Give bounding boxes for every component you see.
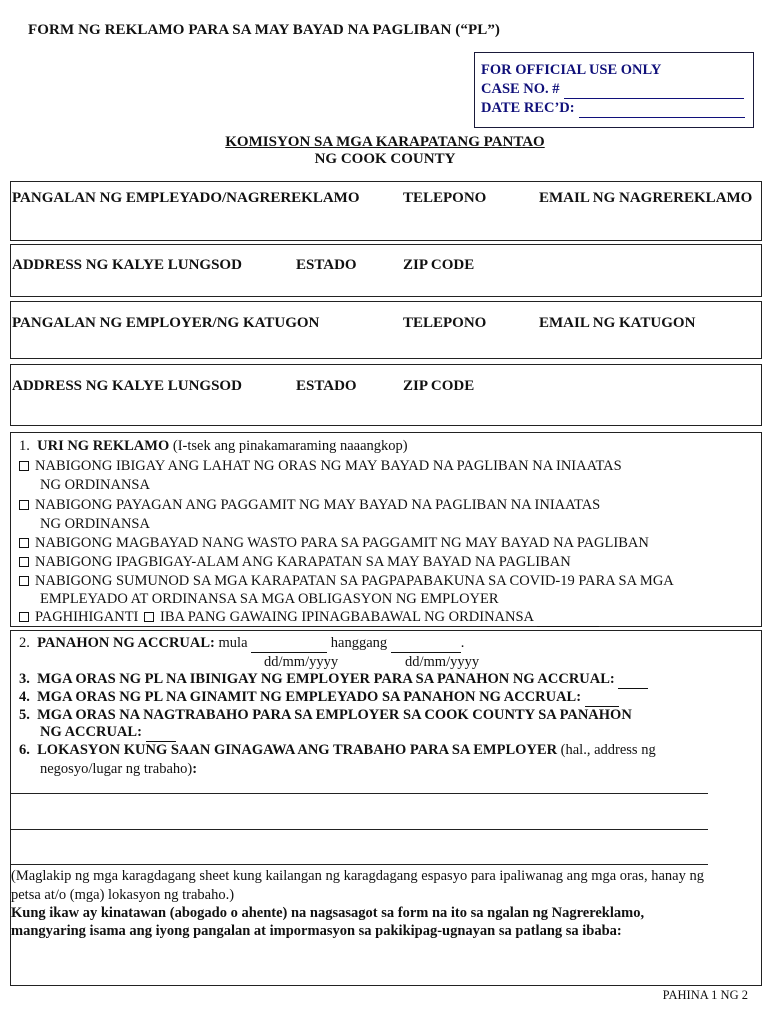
option-label: EMPLEYADO AT ORDINANSA SA MGA OBLIGASYON NG EMPLOYER (40, 591, 499, 607)
q6-row-cont (40, 760, 197, 779)
employee-state-label: ESTADO (296, 257, 357, 273)
q1-instruction: (I-tsek ang pinakamaraming naaangkop) (172, 438, 408, 454)
q4-label: MGA ORAS NG PL NA GINAMIT NG EMPLEYADO SA PANAHON NG ACCRUAL: (37, 689, 582, 705)
page-number: PAHINA 1 NG 2 (662, 988, 748, 1002)
checkbox[interactable] (19, 612, 29, 622)
date-format-hint-from: dd/mm/yyyy (264, 654, 339, 670)
q2-label: PANAHON NG ACCRUAL: (37, 635, 215, 651)
location-line-2[interactable] (10, 829, 708, 830)
q2-period: . (460, 635, 465, 651)
q5-row-cont (40, 723, 176, 742)
agency-county: NG COOK COUNTY (314, 151, 456, 167)
case-no-label: CASE NO. # (481, 81, 560, 97)
q3-row (19, 670, 648, 689)
q6-label: LOKASYON KUNG SAAN GINAGAWA ANG TRABAHO PARA SA EMPLOYER (37, 742, 558, 758)
option-row (19, 496, 600, 515)
option-label: NABIGONG SUMUNOD SA MGA KARAPATAN SA PAGPAPABAKUNA SA COVID-19 PARA SA MGA (35, 573, 674, 589)
q6-row (19, 741, 656, 760)
checkbox[interactable] (19, 461, 29, 471)
option-label: NABIGONG MAGBAYAD NANG WASTO PARA SA PAGGAMIT NG MAY BAYAD NA PAGLIBAN (35, 535, 649, 551)
representative-note-cont: mangyaring isama ang iyong pangalan at impormasyon sa pakikipag-ugnayan sa patlang sa ibaba: (11, 923, 622, 939)
employee-name-label: PANGALAN NG EMPLEYADO/NAGREREKLAMO (12, 190, 360, 206)
employer-address-field[interactable] (10, 364, 762, 426)
q3-label: MGA ORAS NG PL NA IBINIGAY NG EMPLOYER PARA SA PANAHON NG ACCRUAL: (37, 671, 615, 687)
employer-state-label: ESTADO (296, 378, 357, 394)
option-label: IBA PANG GAWAING IPINAGBABAWAL NG ORDINANSA (160, 609, 534, 625)
attachment-note: (Maglakip ng mga karagdagang sheet kung kailangan ng karagdagang espasyo para ipaliwanag ang mga oras, hanay ng (11, 868, 704, 884)
employer-name-label: PANGALAN NG EMPLOYER/NG KATUGON (12, 315, 320, 331)
official-use-label: FOR OFFICIAL USE ONLY (481, 62, 662, 78)
q5-number: 5. (19, 707, 30, 723)
q3-number: 3. (19, 671, 30, 687)
q2-number: 2. (19, 635, 30, 651)
employer-phone-label: TELEPONO (403, 315, 487, 331)
employee-zip-label: ZIP CODE (403, 257, 475, 273)
employee-address-label: ADDRESS NG KALYE LUNGSOD (12, 257, 242, 273)
q6-note-cont: negosyo/lugar ng trabaho) (40, 761, 193, 777)
location-line-1[interactable] (10, 793, 708, 794)
option-row (19, 553, 571, 572)
attachment-note-cont: petsa at/o (mga) lokasyon ng trabaho.) (11, 887, 235, 903)
q2-row (19, 634, 464, 653)
agency-name: KOMISYON SA MGA KARAPATANG PANTAO (225, 134, 545, 150)
q6-number: 6. (19, 742, 30, 758)
option-label: NABIGONG PAYAGAN ANG PAGGAMIT NG MAY BAYAD NA PAGLIBAN NA INIAATAS (35, 497, 601, 513)
option-label: PAGHIHIGANTI (35, 609, 139, 625)
date-recd-label: DATE REC’D: (481, 100, 575, 116)
checkbox[interactable] (144, 612, 154, 622)
employer-address-label: ADDRESS NG KALYE LUNGSOD (12, 378, 242, 394)
option-label: NABIGONG IPAGBIGAY-ALAM ANG KARAPATAN SA MAY BAYAD NA PAGLIBAN (35, 554, 571, 570)
option-row-cont (40, 476, 150, 495)
q6-note: (hal., address ng (560, 742, 656, 758)
option-row (19, 608, 599, 627)
option-row-cont (40, 590, 499, 609)
option-row (19, 534, 649, 553)
employee-phone-label: TELEPONO (403, 190, 487, 206)
option-row-cont (40, 515, 150, 534)
location-line-3[interactable] (10, 864, 708, 865)
q2-from-label: mula (218, 635, 248, 651)
checkbox[interactable] (19, 500, 29, 510)
option-row (19, 457, 622, 476)
date-recd-field[interactable] (579, 117, 745, 118)
option-label: NG ORDINANSA (40, 477, 150, 493)
official-use-box (474, 52, 754, 128)
q6-colon: : (192, 761, 198, 777)
q5-label: MGA ORAS NA NAGTRABAHO PARA SA EMPLOYER SA COOK COUNTY SA PANAHON (37, 707, 632, 723)
checkbox[interactable] (19, 557, 29, 567)
option-label: NABIGONG IBIGAY ANG LAHAT NG ORAS NG MAY BAYAD NA PAGLIBAN NA INIAATAS (35, 458, 622, 474)
date-format-hint-to: dd/mm/yyyy (405, 654, 480, 670)
q1-title: URI NG REKLAMO (37, 438, 170, 454)
q1-heading (19, 437, 408, 456)
q5-label-cont: NG ACCRUAL: (40, 724, 142, 740)
q1-number: 1. (19, 438, 30, 454)
respondent-email-label: EMAIL NG KATUGON (539, 315, 696, 331)
q4-number: 4. (19, 689, 30, 705)
checkbox[interactable] (19, 576, 29, 586)
complainant-email-label: EMAIL NG NAGREREKLAMO (539, 190, 753, 206)
representative-note: Kung ikaw ay kinatawan (abogado o ahente) na nagsasagot sa form na ito sa ngalan ng Nagrereklamo, (11, 905, 645, 921)
option-label: NG ORDINANSA (40, 516, 150, 532)
case-no-row (481, 80, 753, 99)
option-row (19, 572, 674, 591)
date-recd-row (481, 99, 753, 118)
q4-row (19, 688, 619, 707)
other-practice-field[interactable] (537, 626, 599, 627)
form-title: FORM NG REKLAMO PARA SA MAY BAYAD NA PAGLIBAN (“PL”) (28, 22, 501, 38)
q2-to-label: hanggang (330, 635, 388, 651)
checkbox[interactable] (19, 538, 29, 548)
employer-zip-label: ZIP CODE (403, 378, 475, 394)
q3-field[interactable] (618, 688, 648, 689)
